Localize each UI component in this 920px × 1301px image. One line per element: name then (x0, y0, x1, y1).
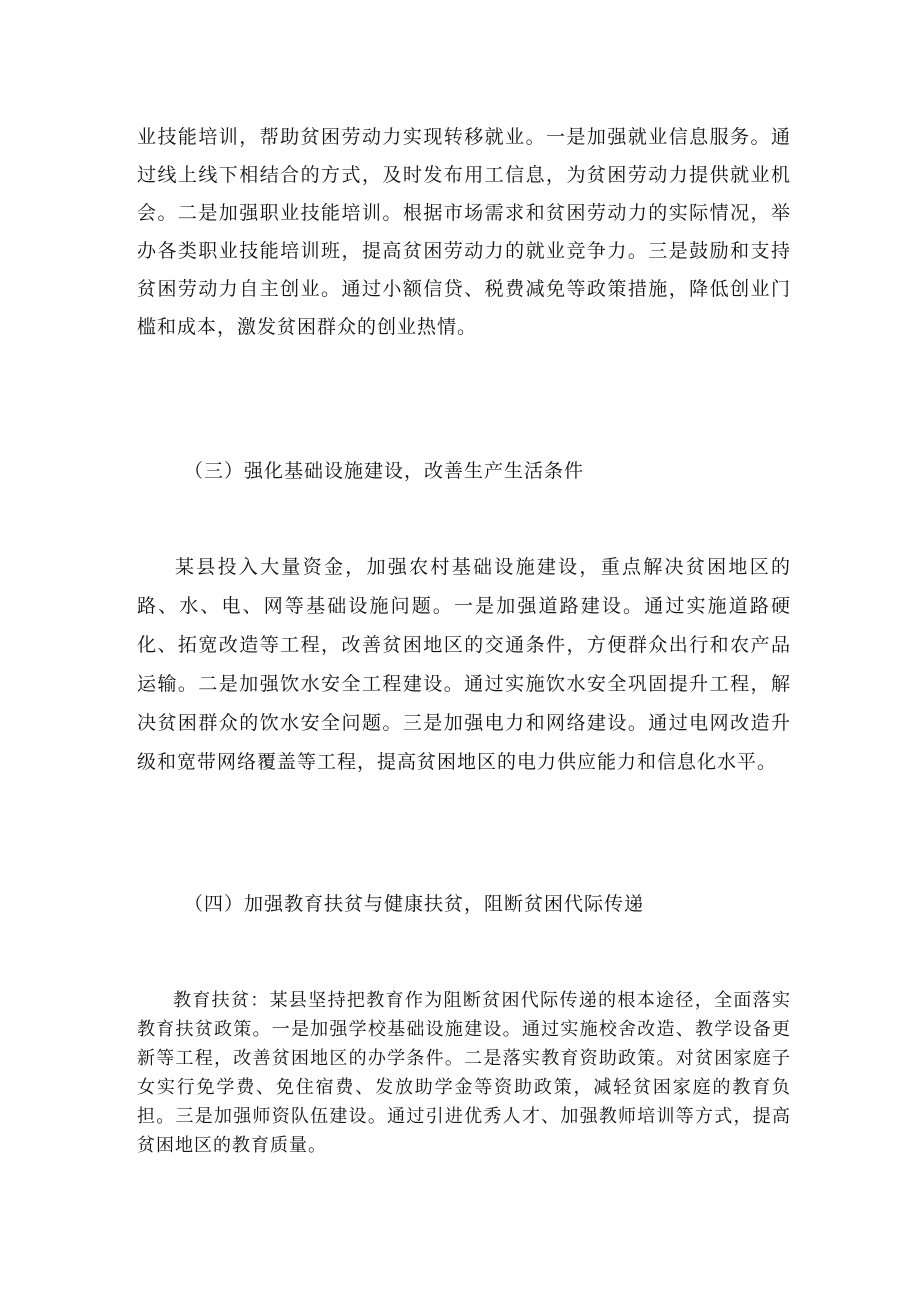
section-heading-infrastructure: （三）强化基础设施建设，改善生产生活条件 (184, 460, 585, 482)
section-heading-education-health: （四）加强教育扶贫与健康扶贫，阻断贫困代际传递 (184, 893, 645, 915)
body-paragraph-education: 教育扶贫：某县坚持把教育作为阻断贫困代际传递的根本途径，全面落实教育扶贫政策。一是加强学校基础设施建设。通过实施校舍改造、教学设备更新等工程，改善贫困地区的办学条件。二是落实教育资助政策。对贫困家庭子女实行免学费、免住宿费、发放助学金等资助政策，减轻贫困家庭的教育负担。三是加强师资队伍建设。通过引进优秀人才、加强教师培训等方式，提高贫困地区的教育质量。 (137, 990, 791, 1156)
body-paragraph-employment: 业技能培训，帮助贫困劳动力实现转移就业。一是加强就业信息服务。通过线上线下相结合的方式，及时发布用工信息，为贫困劳动力提供就业机会。二是加强职业技能培训。根据市场需求和贫困劳动力的实际情况，举办各类职业技能培训班，提高贫困劳动力的就业竞争力。三是鼓励和支持贫困劳动力自主创业。通过小额信贷、税费减免等政策措施，降低创业门槛和成本，激发贫困群众的创业热情。 (137, 126, 791, 338)
body-paragraph-infrastructure: 某县投入大量资金，加强农村基础设施建设，重点解决贫困地区的路、水、电、网等基础设施问题。一是加强道路建设。通过实施道路硬化、拓宽改造等工程，改善贫困地区的交通条件，方便群众出行和农产品运输。二是加强饮水安全工程建设。通过实施饮水安全巩固提升工程，解决贫困群众的饮水安全问题。三是加强电力和网络建设。通过电网改造升级和宽带网络覆盖等工程，提高贫困地区的电力供应能力和信息化水平。 (137, 556, 791, 773)
